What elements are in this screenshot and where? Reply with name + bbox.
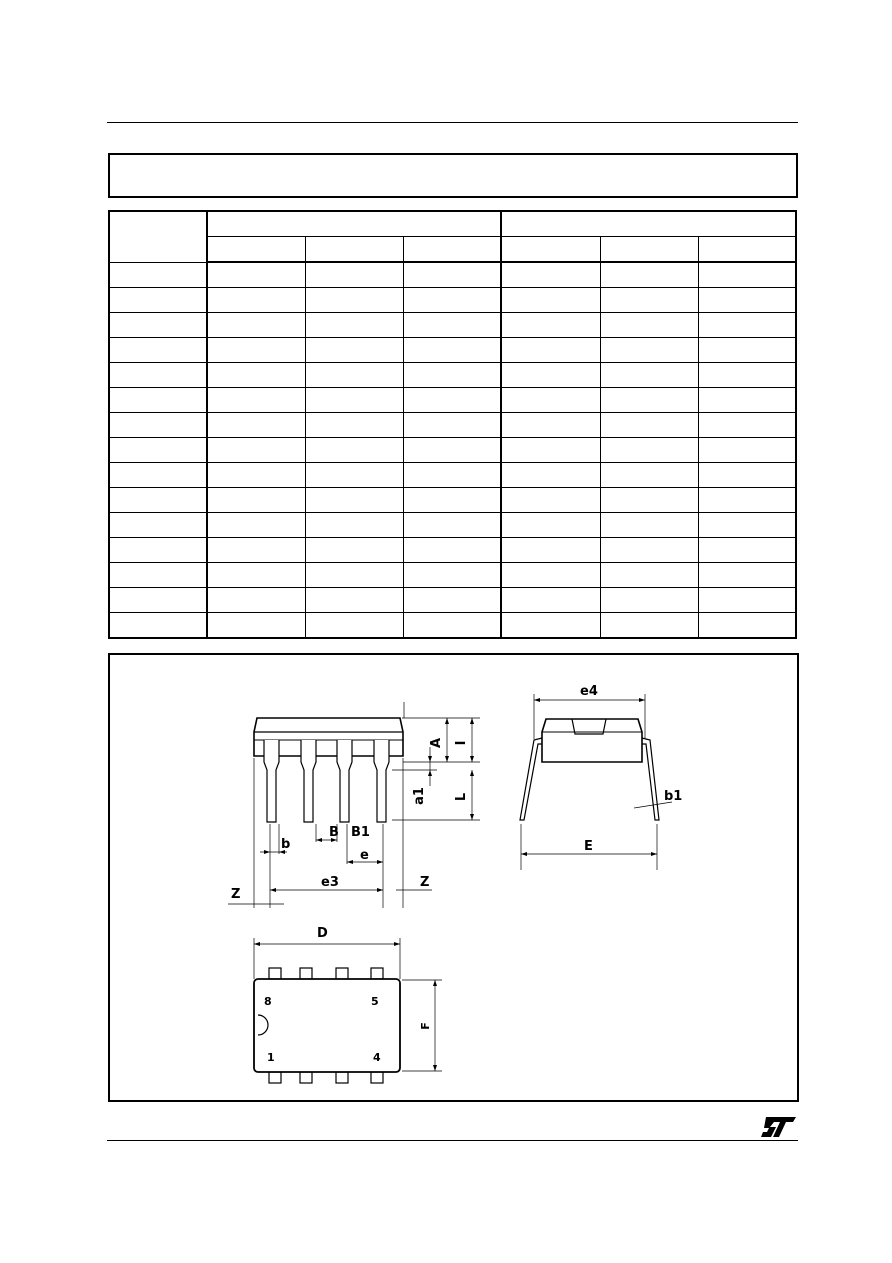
table-cell [207, 438, 305, 463]
table-cell [501, 388, 600, 413]
table-cell [403, 563, 501, 588]
table-cell [403, 438, 501, 463]
table-cell [600, 513, 698, 538]
table-cell [600, 388, 698, 413]
header-max-cell [403, 237, 501, 263]
table-cell [501, 438, 600, 463]
table-cell [501, 513, 600, 538]
table-cell [305, 388, 403, 413]
table-row [109, 313, 796, 338]
label-e4: e4 [580, 684, 598, 699]
table-cell [109, 413, 207, 438]
table-cell [600, 338, 698, 363]
table-row [109, 488, 796, 513]
table-cell [207, 363, 305, 388]
table-cell [403, 538, 501, 563]
table-cell [600, 463, 698, 488]
table-cell [403, 588, 501, 613]
table-cell [305, 288, 403, 313]
table-cell [305, 513, 403, 538]
table-cell [109, 538, 207, 563]
side-view [228, 702, 480, 908]
label-F: F [419, 1022, 432, 1030]
table-cell [698, 288, 796, 313]
table-cell [403, 488, 501, 513]
table-row [109, 262, 796, 288]
table-header-row [109, 211, 796, 237]
table-cell [501, 538, 600, 563]
table-cell [207, 588, 305, 613]
table-cell [698, 413, 796, 438]
table-cell [207, 288, 305, 313]
table-cell [600, 438, 698, 463]
table-cell [109, 338, 207, 363]
label-b: b [281, 837, 291, 852]
table-cell [207, 613, 305, 639]
table-cell [698, 588, 796, 613]
label-B1: B1 [351, 825, 370, 840]
table-cell [501, 338, 600, 363]
label-I: I [454, 740, 469, 746]
header-min-cell [501, 237, 600, 263]
st-logo [760, 1115, 798, 1139]
table-cell [305, 313, 403, 338]
table-cell [207, 463, 305, 488]
table-cell [305, 488, 403, 513]
table-cell [305, 613, 403, 639]
pin-number-1: 1 [267, 1051, 275, 1064]
label-e3: e3 [321, 875, 339, 890]
table-cell [305, 363, 403, 388]
table-cell [109, 613, 207, 639]
table-cell [305, 563, 403, 588]
table-cell [403, 313, 501, 338]
table-cell [207, 413, 305, 438]
table-cell [501, 262, 600, 288]
header-mm-cell [207, 211, 501, 237]
label-A: A [429, 737, 444, 749]
table-cell [403, 338, 501, 363]
label-b1: b1 [664, 789, 683, 804]
table-cell [305, 338, 403, 363]
label-z-right: Z [420, 875, 430, 890]
pin-number-5: 5 [371, 995, 379, 1008]
table-row [109, 563, 796, 588]
table-cell [403, 262, 501, 288]
table-cell [501, 488, 600, 513]
table-title-box [108, 153, 798, 198]
table-cell [109, 313, 207, 338]
table-cell [600, 288, 698, 313]
table-cell [600, 313, 698, 338]
table-cell [501, 463, 600, 488]
table-row [109, 463, 796, 488]
table-cell [600, 613, 698, 639]
table-cell [207, 313, 305, 338]
table-cell [698, 438, 796, 463]
table-cell [403, 413, 501, 438]
table-cell [207, 538, 305, 563]
table-subheader-row [109, 237, 796, 263]
table-cell [109, 262, 207, 288]
pin-number-4: 4 [373, 1051, 381, 1064]
table-cell [305, 438, 403, 463]
table-cell [109, 588, 207, 613]
table-cell [698, 463, 796, 488]
table-cell [698, 338, 796, 363]
table-cell [403, 363, 501, 388]
table-cell [305, 262, 403, 288]
table-cell [109, 288, 207, 313]
label-D: D [317, 926, 328, 941]
table-cell [501, 363, 600, 388]
table-cell [207, 513, 305, 538]
table-cell [501, 313, 600, 338]
table-cell [109, 513, 207, 538]
table-cell [207, 488, 305, 513]
header-typ-cell [600, 237, 698, 263]
table-cell [698, 563, 796, 588]
table-row [109, 538, 796, 563]
header-typ-cell [305, 237, 403, 263]
label-B: B [329, 825, 339, 840]
label-E: E [584, 839, 593, 854]
table-cell [501, 288, 600, 313]
table-row [109, 513, 796, 538]
label-L: L [454, 792, 469, 802]
table-cell [109, 438, 207, 463]
top-view [254, 938, 442, 1083]
header-dim-cell [109, 211, 207, 262]
table-cell [305, 538, 403, 563]
package-outline-drawing [110, 655, 797, 1100]
table-cell [600, 488, 698, 513]
end-view [520, 694, 672, 870]
table-cell [403, 513, 501, 538]
table-row [109, 338, 796, 363]
table-cell [698, 488, 796, 513]
table-cell [501, 413, 600, 438]
table-cell [600, 588, 698, 613]
header-inch-cell [501, 211, 796, 237]
table-cell [698, 363, 796, 388]
table-cell [600, 262, 698, 288]
table-cell [403, 288, 501, 313]
label-z-left: Z [231, 887, 241, 902]
table-cell [305, 413, 403, 438]
table-row [109, 413, 796, 438]
table-row [109, 363, 796, 388]
dimensions-table [108, 210, 797, 639]
pin-number-8: 8 [264, 995, 272, 1008]
table-row [109, 288, 796, 313]
table-cell [698, 313, 796, 338]
table-cell [698, 613, 796, 639]
table-row [109, 438, 796, 463]
table-cell [109, 463, 207, 488]
table-cell [109, 563, 207, 588]
header-min-cell [207, 237, 305, 263]
header-rule [107, 122, 798, 123]
table-cell [403, 388, 501, 413]
table-cell [109, 388, 207, 413]
table-cell [698, 513, 796, 538]
table-cell [501, 613, 600, 639]
table-row [109, 588, 796, 613]
table-cell [207, 388, 305, 413]
table-cell [403, 463, 501, 488]
table-cell [109, 488, 207, 513]
table-cell [698, 262, 796, 288]
table-cell [207, 563, 305, 588]
table-row [109, 388, 796, 413]
table-cell [600, 363, 698, 388]
table-cell [305, 588, 403, 613]
footer-rule [107, 1140, 798, 1141]
table-cell [207, 338, 305, 363]
package-drawing-box [108, 653, 799, 1102]
table-row [109, 613, 796, 639]
table-cell [501, 563, 600, 588]
table-cell [109, 363, 207, 388]
table-cell [600, 538, 698, 563]
label-e: e [360, 848, 369, 863]
table-cell [600, 563, 698, 588]
table-cell [698, 388, 796, 413]
table-cell [305, 463, 403, 488]
header-max-cell [698, 237, 796, 263]
table-cell [698, 538, 796, 563]
table-cell [501, 588, 600, 613]
label-a1: a1 [412, 787, 427, 805]
table-cell [403, 613, 501, 639]
table-cell [600, 413, 698, 438]
table-cell [207, 262, 305, 288]
